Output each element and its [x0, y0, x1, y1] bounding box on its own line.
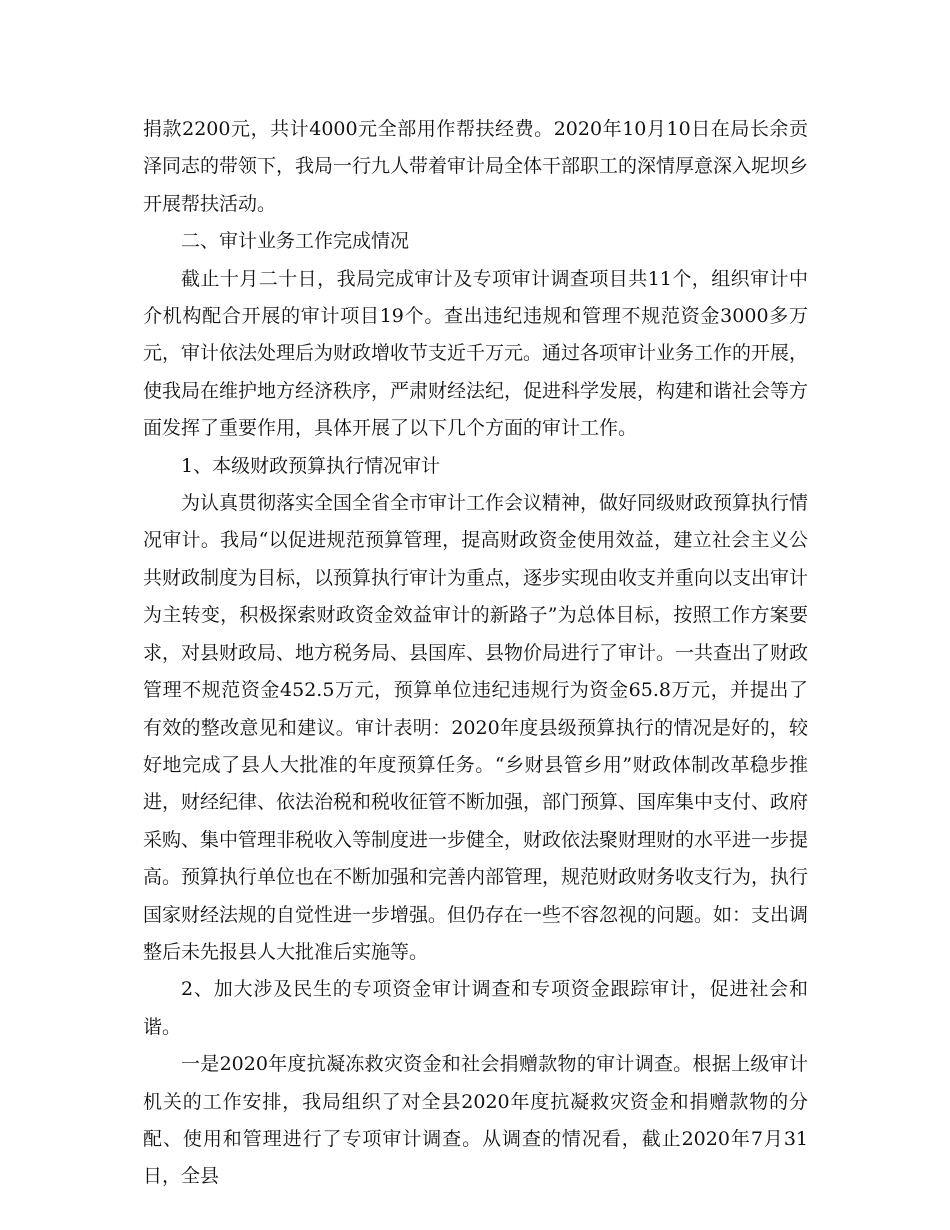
paragraph-continued-donation: 捐款2200元，共计4000元全部用作帮扶经费。2020年10月10日在局长余贡泽同志的带领下，我局一行九人带着审计局全体干部职工的深情厚意深入坭坝乡开展帮扶活动。 — [143, 118, 809, 215]
paragraph-disaster-relief-audit: 一是2020年度抗凝冻救灾资金和社会捐赠款物的审计调查。根据上级审计机关的工作安排，我局组织了对全县2020年度抗凝救灾资金和捐赠款物的分配、使用和管理进行了专项审计调查。从调查的情况看，截止2020年7月31日，全县 — [143, 1053, 808, 1188]
section-heading-audit-business: 二、审计业务工作完成情况 — [181, 230, 410, 253]
subheading-budget-execution-audit: 1、本级财政预算执行情况审计 — [181, 454, 441, 477]
document-body — [143, 111, 808, 1196]
subheading-livelihood-special-funds: 2、加大涉及民生的专项资金审计调查和专项资金跟踪审计，促进社会和谐。 — [143, 978, 808, 1038]
paragraph-audit-summary: 截止十月二十日，我局完成审计及专项审计调查项目共11个，组织审计中介机构配合开展的审计项目19个。查出违纪违规和管理不规范资金3000多万元，审计依法处理后为财政增收节支近千万元。通过各项审计业务工作的开展，使我局在维护地方经济秩序，严肃财经法纪，促进科学发展，构建和谐社会等方面发挥了重要作用，具体开展了以下几个方面的审计工作。 — [143, 267, 809, 440]
paragraph-budget-execution-details: 为认真贯彻落实全国全省全市审计工作会议精神，做好同级财政预算执行情况审计。我局“以促进规范预算管理，提高财政资金使用效益，建立社会主义公共财政制度为目标，以预算执行审计为重点，逐步实现由收支并重向以支出审计为主转变，积极探索财政资金效益审计的新路子”为总体目标，按照工作方案要求，对县财政局、地方税务局、县国库、县物价局进行了审计。一共查出了财政管理不规范资金452.5万元，预算单位违纪违规行为资金65.8万元，并提出了有效的整改意见和建议。审计表明：2020年度县级预算执行的情况是好的，较好地完成了县人大批准的年度预算任务。“乡财县管乡用”财政体制改革稳步推进，财经纪律、依法治税和税收征管不断加强，部门预算、国库集中支付、政府采购、集中管理非税收入等制度进一步健全，财政依法聚财理财的水平进一步提高。预算执行单位也在不断加强和完善内部管理，规范财政财务收支行为，执行国家财经法规的自觉性进一步增强。但仍存在一些不容忽视的问题。如：支出调整后未先报县人大批准后实施等。 — [143, 492, 809, 963]
